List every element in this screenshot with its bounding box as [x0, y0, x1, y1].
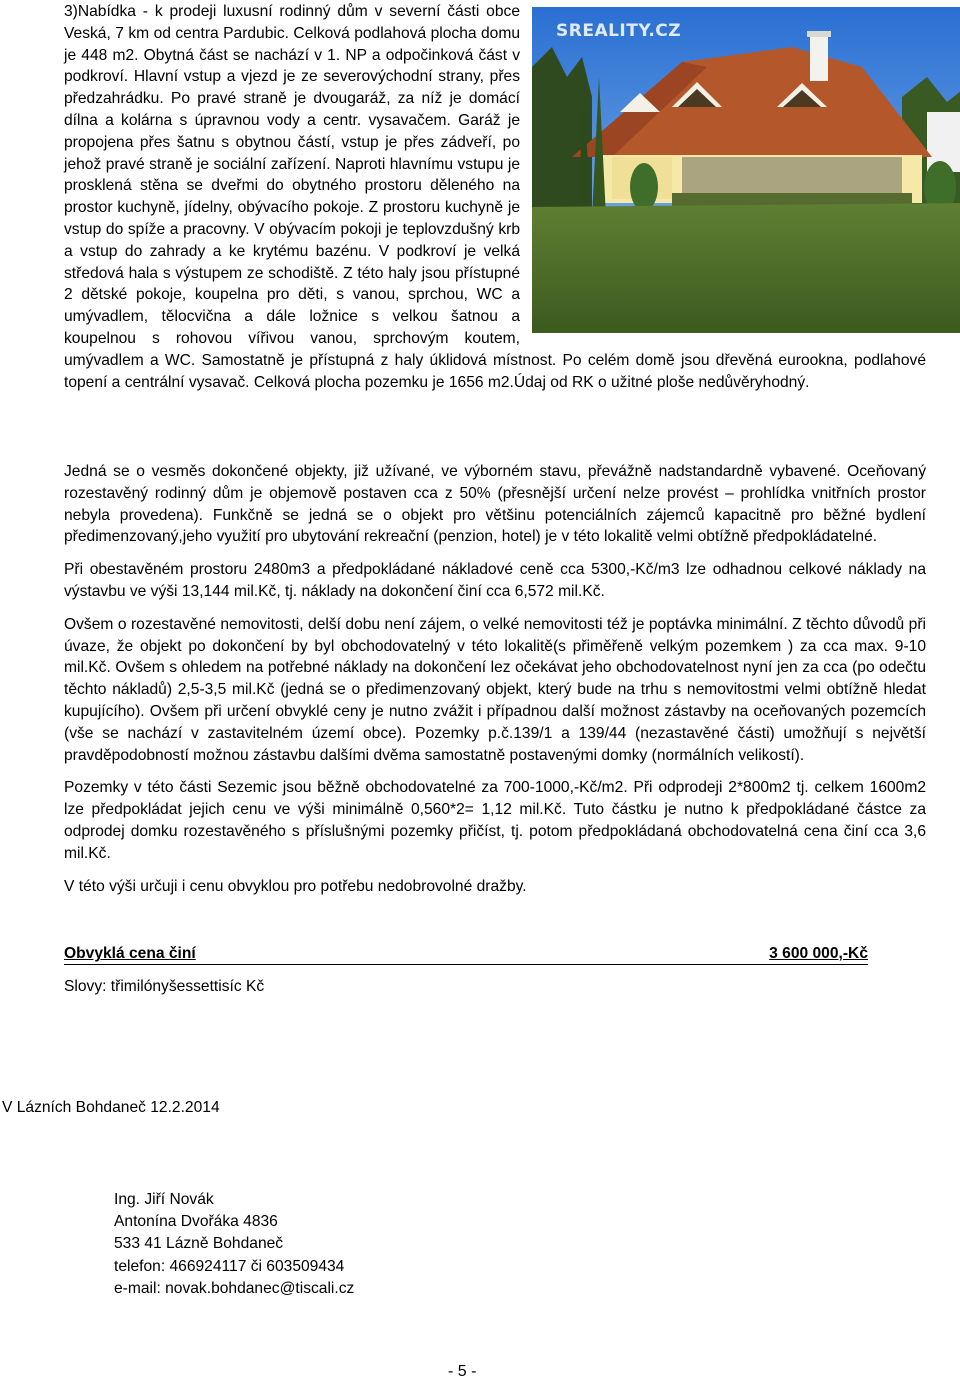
- house-photo: [532, 7, 960, 333]
- price-row: [64, 943, 868, 965]
- paragraph-condition: Jedná se o vesměs dokončené objekty, již užívané, ve výborném stavu, převážně nadstandardně vybavené. Oceňovaný rozestavěný rodinný dům je objemově postaven cca z 50% (přesnější určení nelze provést – prohlídka vnitřních prostor nebyla provedena). Funkčně se jedná se o objekt pro většinu potenciálních zájemců kapacitně pro běžné bydlení předimenzovaný,jeho využití pro ubytování rekreační (penzion, hotel) je v této lokalitě velmi obtížně předpokládatelné.: [64, 463, 926, 546]
- signature-email: e-mail: novak.bohdanec@tiscali.cz: [114, 1279, 355, 1297]
- price-value: 3 600 000,-Kč: [769, 945, 868, 962]
- signature-name: Ing. Jiří Novák: [114, 1191, 214, 1208]
- signature-city: 533 41 Lázně Bohdaneč: [114, 1235, 284, 1253]
- page-number: - 5 -: [448, 1363, 477, 1380]
- signature-street: Antonína Dvořáka 4836: [114, 1213, 278, 1231]
- price-in-words: Slovy: třimilónyšessettisíc Kč: [64, 978, 265, 995]
- offer-description: 3)Nabídka - k prodeji luxusní rodinný dům v severní části obce Veská, 7 km od centra Pardubic. Celková podlahová plocha domu je 448 m2. Obytná část se nachází v 1. NP a odpočinková část v podkroví. Hlavní vstup a vjezd je ze severovýchodní strany, přes předzahrádku. Po pravé straně je dvougaráž, za níž je domácí dílna a kolárna s úpravnou vody a centr. vysavačem. Garáž je propojena přes šatnu s obytnou částí, vstup je přes zádveří, po jehož pravé straně je sociální zařízení. Naproti hlavnímu vstupu je prosklená stěna se dveřmi do obytného prostoru děleného na prostor kuchyně, jídelny, obývacího pokoje. Z prostoru kuchyně je vstup do spíže a pracovny. V obývacím pokoji je teplovzdušný krb a vstup do zahrady a ke krytému bazénu. V podkroví je velká středová hala s výstupem ze schodiště. Z této haly jsou přístupné 2 dětské pokoje, koupelna pro děti, s vanou, sprchou, WC a umývadlem, tělocvična a dále ložnice s velkou šatnou a koupelnou s rohovou vířivou vanou, sprchovým koutem, umývadlem a WC. Samostatně je přístupná z haly úklidová místnost. Po celém domě jsou dřevěná eurookna, podlahové topení a centrální vysavač. Celková plocha pozemku je 1656 m2.Údaj od RK o užitné ploše nedůvěryhodný.: [64, 3, 926, 391]
- signature-phone: telefon: 466924117 či 603509434: [114, 1257, 345, 1275]
- valuation-text: [64, 461, 926, 908]
- signature-block: [114, 1189, 354, 1300]
- paragraph-land: Pozemky v této části Sezemic jsou běžně obchodovatelné za 700-1000,-Kč/m2. Při odprodeji 2*800m2 tj. celkem 1600m2 lze předpokládat jejich cenu ve výši minimálně 0,560*2= 1,12 mil.Kč. Tuto částku je nutno k předpokládané částce za odprodej domku rozestavěného s příslušnými pozemky přičíst, tj. potom předpokládaná obchodovatelná cena činí cca 3,6 mil.Kč.: [64, 779, 926, 862]
- paragraph-conclusion: V této výši určuji i cenu obvyklou pro potřebu nedobrovolné dražby.: [64, 877, 527, 895]
- photo-watermark: SREALITY.CZ: [556, 21, 682, 41]
- offer-section: [64, 1, 926, 393]
- place-and-date: V Lázních Bohdaneč 12.2.2014: [2, 1099, 220, 1116]
- paragraph-market: Ovšem o rozestavěné nemovitosti, delší dobu není zájem, o velké nemovitosti též je poptávka minimální. Z těchto důvodů při úvaze, že objekt po dokončení by byl obchodovatelný v této lokalitě(s přiměřeně velkým pozemkem ) za cca max. 9-10 mil.Kč. Ovšem s ohledem na potřebné náklady na dokončení lez očekávat jeho obchodovatelnost nyní jen za cca (po odečtu těchto nákladů) 2,5-3,5 mil.Kč (jedná se o předimenzovaný objekt, který bude na trhu s nemovitostmi velmi obtížně hledat kupujícího). Ovšem při určení obvyklé ceny je nutno zvážit i případnou další možnost zástavby na oceňovaných pozemcích (vše se nachází v zastavitelném území obce). Pozemky p.č.139/1 a 139/44 (nezastavěné části) umožňují s největší pravděpodobností možnou zástavbu dalšími dvěma samostatně postavenými domky (normálních velikostí).: [64, 615, 926, 764]
- paragraph-costs: Při obestavěném prostoru 2480m3 a předpokládané nákladové ceně cca 5300,-Kč/m3 lze odhadnou celkové náklady na výstavbu ve výši 13,144 mil.Kč, tj. náklady na dokončení činí cca 6,572 mil.Kč.: [64, 561, 926, 600]
- house-illustration: [532, 7, 960, 333]
- price-label: Obvyklá cena činí: [64, 945, 196, 962]
